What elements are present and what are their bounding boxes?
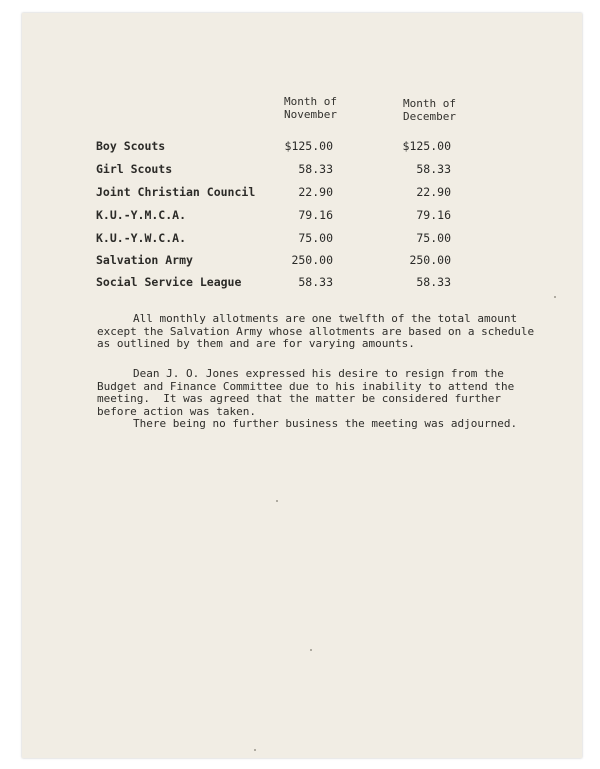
november-amount: 250.00 <box>291 253 333 267</box>
november-amount: $125.00 <box>284 139 333 153</box>
november-amount: 75.00 <box>298 231 333 245</box>
december-amount: 22.90 <box>416 185 451 199</box>
november-amount: 58.33 <box>298 275 333 289</box>
paragraph-line: Budget and Finance Committee due to his inability to attend the <box>97 379 515 393</box>
paragraph-line: There being no further business the meeting was adjourned. <box>133 417 518 430</box>
december-header-line-1: Month of <box>403 97 456 110</box>
november-column-header <box>284 95 337 121</box>
paragraph-line: as outlined by them and are for varying amounts. <box>97 337 415 350</box>
december-amount: $125.00 <box>402 139 451 153</box>
december-header-line-2: December <box>403 110 456 123</box>
table-row <box>22 253 582 267</box>
organization-name: Joint Christian Council <box>96 185 256 199</box>
resignation-paragraph <box>97 368 527 418</box>
december-amount: 58.33 <box>416 275 451 289</box>
organization-name: Salvation Army <box>96 253 193 267</box>
organization-name: Social Service League <box>96 275 242 289</box>
table-row <box>22 275 582 289</box>
table-row <box>22 208 582 222</box>
november-header-line-1: Month of <box>284 95 337 108</box>
organization-name: K.U.-Y.W.C.A. <box>96 231 187 245</box>
typed-page <box>22 13 582 758</box>
paragraph-line: All monthly allotments are one twelfth of the total amount <box>133 312 518 325</box>
paragraph-line: Dean J. O. Jones expressed his desire to resign from the <box>133 367 504 380</box>
organization-name: Boy Scouts <box>96 139 166 153</box>
paper-speck <box>254 749 256 751</box>
allotments-paragraph <box>97 312 535 351</box>
november-amount: 22.90 <box>298 185 333 199</box>
organization-name: Girl Scouts <box>96 162 173 176</box>
table-row <box>22 185 582 199</box>
december-amount: 250.00 <box>409 253 451 267</box>
adjournment-paragraph <box>97 418 527 431</box>
organization-name: K.U.-Y.M.C.A. <box>96 208 187 222</box>
november-amount: 79.16 <box>298 208 333 222</box>
november-header-line-2: November <box>284 108 337 121</box>
paragraph-line: before action was taken. <box>97 404 256 418</box>
table-row <box>22 231 582 245</box>
paragraph-line: meeting. It was agreed that the matter be considered further <box>97 392 501 405</box>
table-row <box>22 139 582 153</box>
paper-speck <box>554 296 556 298</box>
paper-speck <box>310 649 312 651</box>
december-amount: 79.16 <box>416 208 451 222</box>
table-row <box>22 162 582 176</box>
december-amount: 75.00 <box>416 231 451 245</box>
paper-speck <box>276 500 278 502</box>
paragraph-line: except the Salvation Army whose allotments are based on a schedule <box>97 324 535 338</box>
december-amount: 58.33 <box>416 162 451 176</box>
december-column-header <box>403 97 456 123</box>
november-amount: 58.33 <box>298 162 333 176</box>
